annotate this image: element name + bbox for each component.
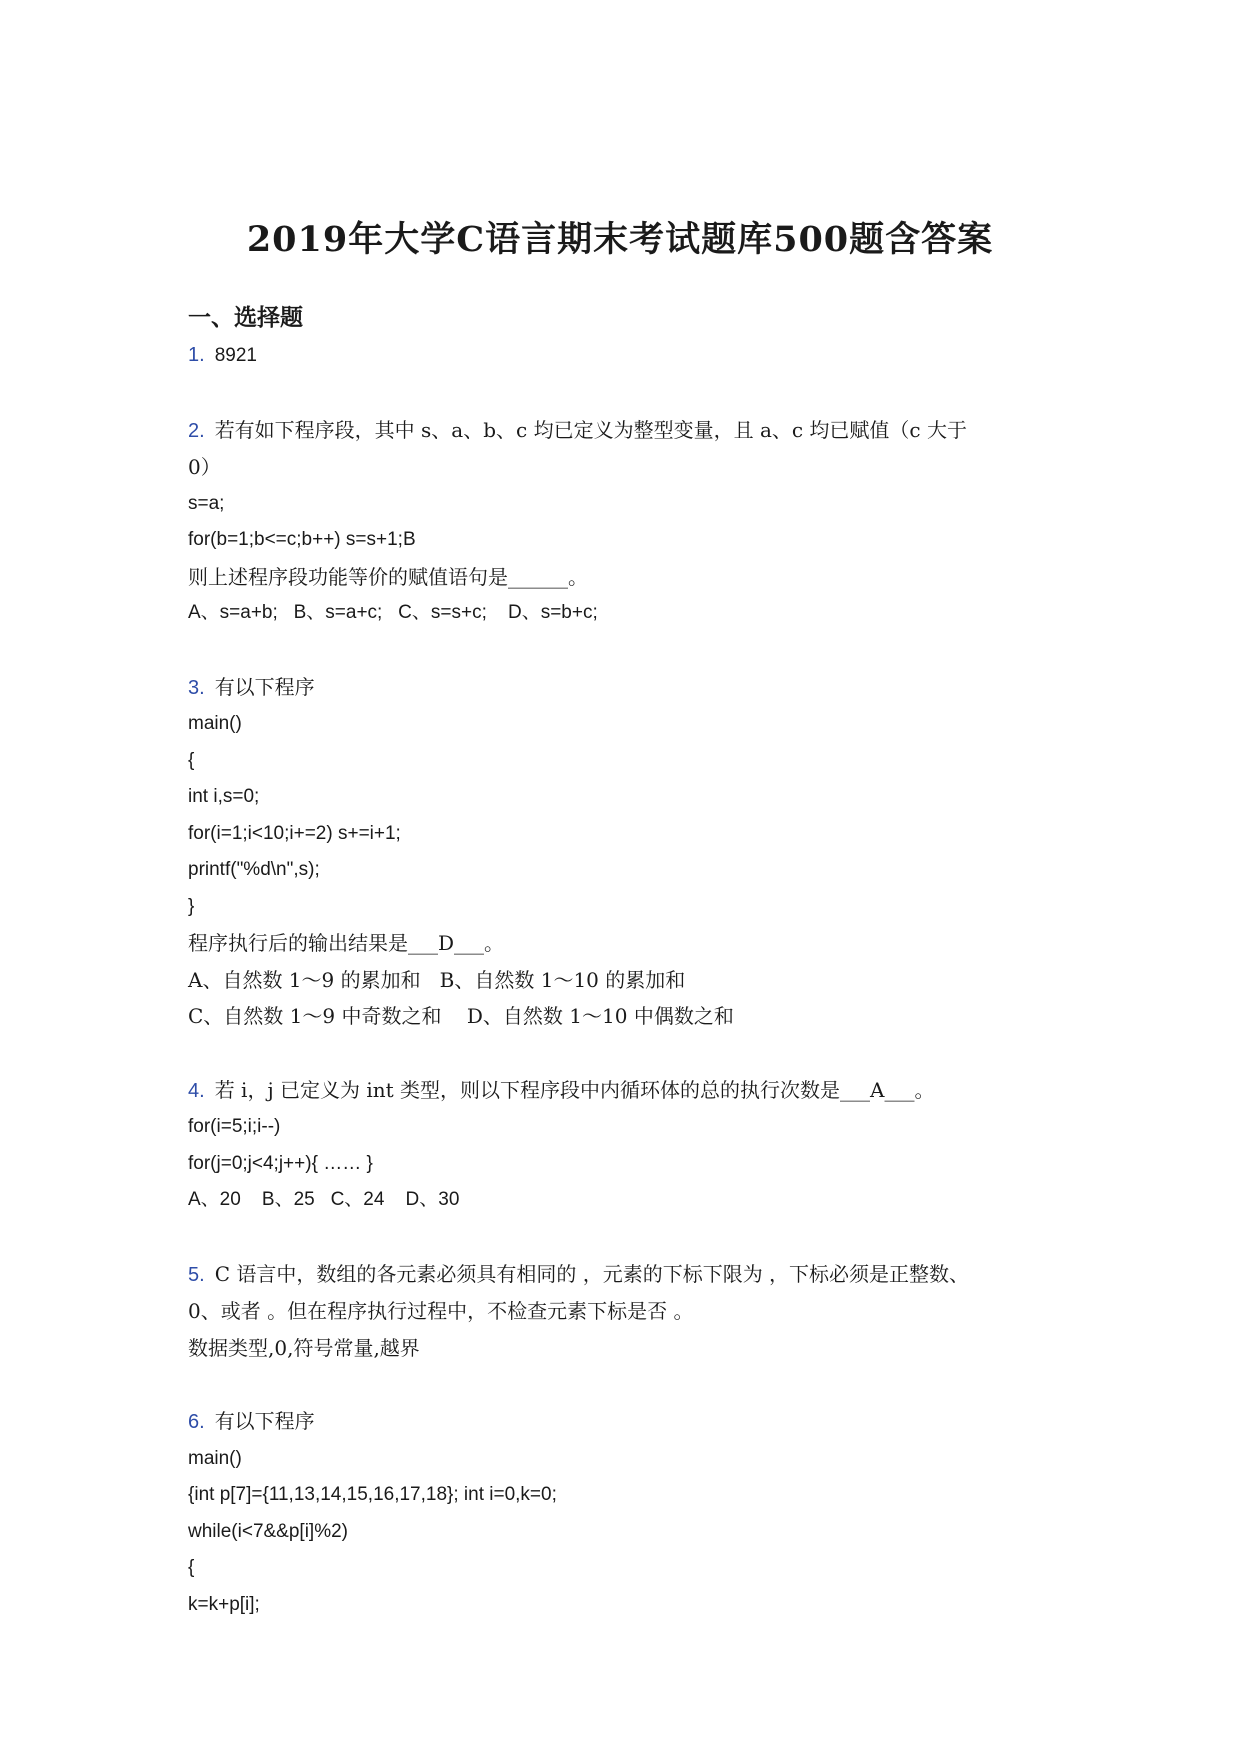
code-line: printf("%d\n",s); [188, 859, 320, 880]
code-line: main() [188, 713, 242, 734]
question-1 [188, 336, 1068, 375]
question-line: 若 i，j 已定义为 int 类型，则以下程序段中内循环体的总的执行次数是___A___。 [214, 1077, 935, 1102]
question-line: 0） [188, 455, 221, 479]
code-line: } [188, 895, 195, 917]
question-line: 则上述程序段功能等价的赋值语句是______。 [188, 564, 588, 589]
question-line: 有以下程序 [214, 674, 315, 699]
question-4 [188, 1072, 1068, 1219]
code-line: { [188, 1557, 195, 1578]
question-line: 若有如下程序段，其中 s、a、b、c 均已定义为整型变量，且 a、c 均已赋值（c 大于 [214, 417, 967, 442]
code-line: s=a; [188, 492, 225, 514]
code-line: k=k+p[i]; [188, 1593, 260, 1615]
section-heading: 一、选择题 [188, 304, 303, 331]
question-number: 1. [188, 344, 205, 366]
code-line: {int p[7]={11,13,14,15,16,17,18}; int i=0,k=0; [188, 1484, 557, 1505]
question-6 [188, 1403, 1068, 1623]
answer-options: A、20 B、25 C、24 D、30 [188, 1189, 460, 1210]
code-line: { [188, 749, 195, 771]
code-line: for(i=5;i;i--) [188, 1116, 281, 1137]
question-line: 0、或者 。但在程序执行过程中，不检查元素下标是否 。 [188, 1299, 694, 1323]
question-3 [188, 669, 1068, 1035]
code-line: for(j=0;j<4;j++){ …… } [188, 1152, 373, 1174]
code-line: while(i<7&&p[i]%2) [188, 1520, 348, 1542]
question-line: 8921 [214, 345, 257, 366]
question-2 [188, 412, 1068, 632]
answer-options: A、自然数 1～9 的累加和 B、自然数 1～10 的累加和 [188, 967, 686, 992]
question-number: 4. [188, 1079, 205, 1102]
answer-line: 数据类型,0,符号常量,越界 [188, 1335, 420, 1360]
document-title: 2019年大学C语言期末考试题库500题含答案 [246, 219, 994, 260]
question-number: 5. [188, 1263, 205, 1286]
code-line: for(b=1;b<=c;b++) s=s+1;B [188, 529, 416, 550]
question-line: C 语言中，数组的各元素必须具有相同的 ，元素的下标下限为 ，下标必须是正整数、 [214, 1261, 970, 1286]
code-line: for(i=1;i<10;i+=2) s+=i+1; [188, 822, 401, 844]
document-body [188, 300, 1068, 1660]
question-number: 2. [188, 419, 205, 442]
answer-options: C、自然数 1～9 中奇数之和 D、自然数 1～10 中偶数之和 [188, 1004, 734, 1028]
question-number: 3. [188, 676, 205, 699]
question-line: 程序执行后的输出结果是___D___。 [188, 931, 505, 955]
question-number: 6. [188, 1411, 205, 1433]
code-line: main() [188, 1447, 242, 1469]
question-line: 有以下程序 [214, 1409, 315, 1433]
question-5 [188, 1256, 1068, 1367]
answer-options: A、s=a+b; B、s=a+c; C、s=s+c; D、s=b+c; [188, 602, 598, 623]
code-line: int i,s=0; [188, 786, 260, 807]
